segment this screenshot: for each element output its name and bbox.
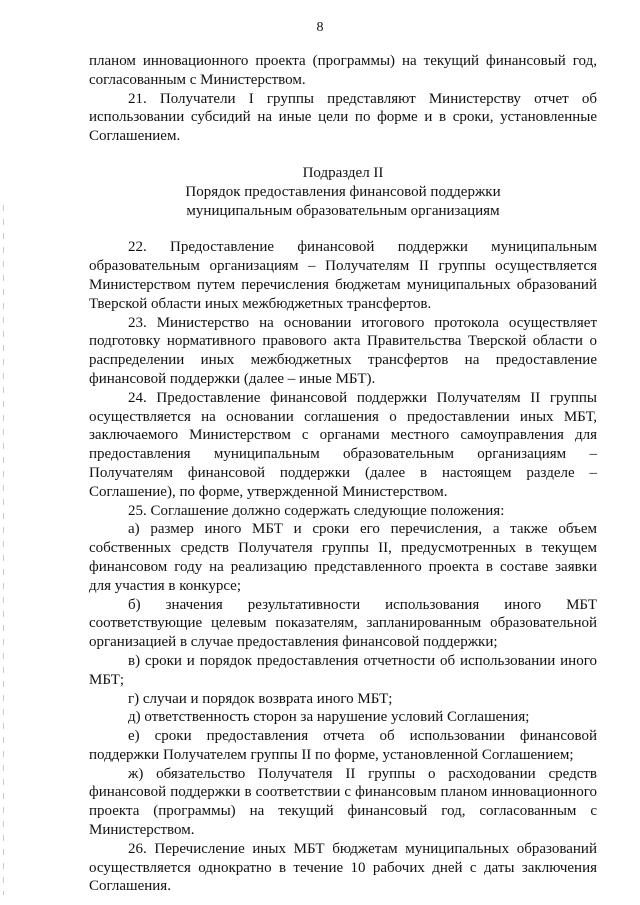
clause-g: г) случаи и порядок возврата иного МБТ; <box>128 690 393 707</box>
paragraph-25: 25. Соглашение должно содержать следующие положения: <box>128 502 505 519</box>
paragraph-continuation: планом инновационного проекта (программы) на текущий финансовый год, согласованным с Министерством. <box>89 53 597 88</box>
scan-edge-artifact <box>3 205 4 895</box>
subsection-title: Подраздел II <box>302 164 384 181</box>
page-number: 8 <box>316 20 324 35</box>
clause-v: в) сроки и порядок предоставления отчетности об использовании иного МБТ; <box>89 652 597 688</box>
clause-b: б) значения результативности использования иного МБТ соответствующие целевым показателям, запланированным образовательной организацией в случае предоставления финансовой поддержки; <box>89 596 597 651</box>
paragraph-24: 24. Предоставление финансовой поддержки Получателям II группы осуществляется на основании соглашения о предоставлении иных МБТ, заключаемого Министерством с органами местного самоуправления для предоставления муниципальным образовательным организациям – Получателям финансовой поддержки (далее в настоящем разделе – Соглашение), по форме, утвержденной Министерством. <box>89 389 597 500</box>
clause-a: а) размер иного МБТ и сроки его перечисления, а также объем собственных средств Получателя группы II, предусмотренных в текущем финансовом году на реализацию представленного проекта в составе заявки для участия в конкурсе; <box>89 521 597 594</box>
clause-d: д) ответственность сторон за нарушение условий Соглашения; <box>128 709 530 726</box>
clause-e: е) сроки предоставления отчета об использовании финансовой поддержки Получателем группы II по форме, установленной Соглашением; <box>89 728 597 763</box>
subsection-subtitle-line1: Порядок предоставления финансовой поддержки <box>185 183 501 200</box>
paragraph-22: 22. Предоставление финансовой поддержки муниципальным образовательным организациям – Получателям II группы осуществляется Министерством путем перечисления бюджетам муниципальных образований Тверской области иных межбюджетных трансфертов. <box>89 239 597 312</box>
paragraph-26: 26. Перечисление иных МБТ бюджетам муниципальных образований осуществляется однократно в течение 10 рабочих дней с даты заключения Соглашения. <box>89 840 597 895</box>
clause-zh: ж) обязательство Получателя II группы о расходовании средств финансовой поддержки в соответствии с финансовым планом инновационного проекта (программы) на текущий финансовый год, согласованным с Министерством. <box>89 765 597 839</box>
subsection-subtitle-line2: муниципальным образовательным организациям <box>186 202 500 219</box>
paragraph-21: 21. Получатели I группы представляют Министерству отчет об использовании субсидий на иные цели по форме и в сроки, установленные Соглашением. <box>89 90 597 145</box>
paragraph-23: 23. Министерство на основании итогового протокола осуществляет подготовку нормативного правового акта Правительства Тверской области о распределении иных межбюджетных трансфертов на предоставление финансовой поддержки (далее – иные МБТ). <box>89 314 597 387</box>
document-body <box>89 52 597 896</box>
